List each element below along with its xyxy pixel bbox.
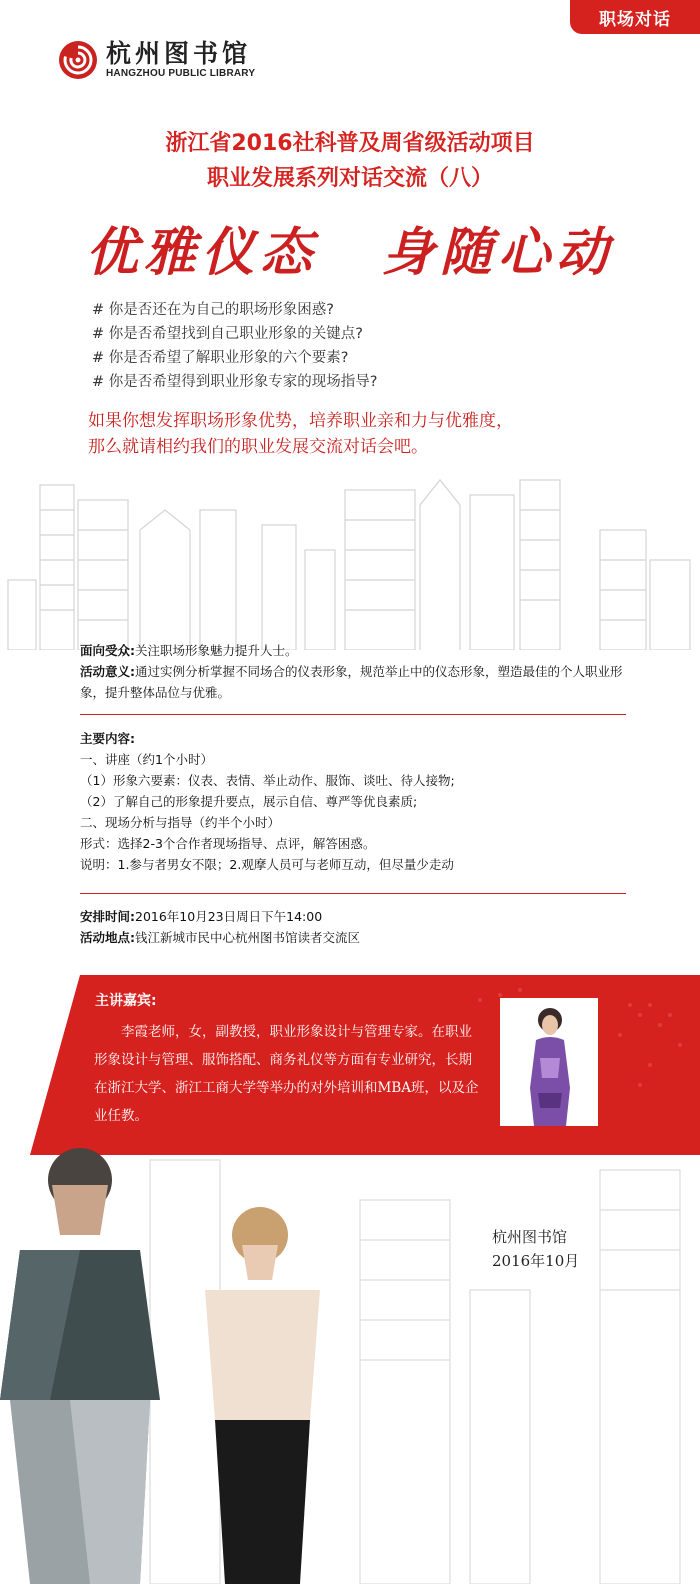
signature-org: 杭州图书馆 bbox=[492, 1228, 568, 1246]
signature bbox=[492, 1225, 579, 1273]
place-value: 钱江新城市民中心杭州图书馆读者交流区 bbox=[135, 930, 361, 945]
content-line: 说明：1.参与者男女不限；2.观摩人员可与老师互动，但尽量少走动 bbox=[80, 857, 454, 872]
slogan-part1: 优雅仪态 bbox=[85, 222, 318, 283]
content-title: 主要内容: bbox=[80, 731, 135, 746]
audience-section bbox=[80, 640, 635, 703]
question-list bbox=[92, 298, 377, 394]
signature-date: 2016年10月 bbox=[492, 1252, 580, 1270]
library-name-en: HANGZHOU PUBLIC LIBRARY bbox=[106, 68, 256, 79]
schedule-section bbox=[80, 906, 635, 948]
headline-line2: 职业发展系列对话交流（八） bbox=[206, 166, 493, 191]
time-value: 2016年10月23日周日下午14:00 bbox=[135, 909, 323, 924]
question-item: # 你是否希望了解职业形象的六个要素? bbox=[92, 350, 349, 366]
audience-label: 面向受众: bbox=[80, 643, 135, 658]
content-line: （1）形象六要素：仪表、表情、举止动作、服饰、谈吐、待人接物; bbox=[80, 773, 455, 788]
slogan bbox=[0, 210, 700, 285]
guest-bio: 李霞老师，女，副教授，职业形象设计与管理专家。在职业形象设计与管理、服饰搭配、商务礼仪等方面有专业研究，长期在浙江大学、浙江工商大学等举办的对外培训和MBA班，以及企业任教。 bbox=[94, 1024, 479, 1124]
content-line: 一、讲座（约1个小时） bbox=[80, 752, 213, 767]
guest-title: 主讲嘉宾: bbox=[95, 993, 157, 1009]
divider bbox=[80, 714, 626, 715]
headline-line1: 浙江省2016社科普及周省级活动项目 bbox=[165, 131, 535, 156]
significance-text: 通过实例分析掌握不同场合的仪表形象，规范举止中的仪态形象，塑造最佳的个人职业形象，提升整体品位与优雅。 bbox=[80, 664, 623, 700]
couple-lowpoly-illustration bbox=[0, 1140, 700, 1584]
content-section bbox=[80, 728, 635, 875]
slogan-part2: 身随心动 bbox=[382, 222, 615, 283]
library-name-cn: 杭州图书馆 bbox=[106, 39, 252, 68]
significance-label: 活动意义: bbox=[80, 664, 135, 679]
place-label: 活动地点: bbox=[80, 930, 135, 945]
content-line: 形式：选择2-3个合作者现场指导、点评，解答困惑。 bbox=[80, 836, 376, 851]
question-item: # 你是否希望找到自己职业形象的关键点? bbox=[92, 326, 363, 342]
invitation-line2: 那么就请相约我们的职业发展交流对话会吧。 bbox=[88, 437, 428, 457]
time-label: 安排时间: bbox=[80, 909, 135, 924]
content-line: 二、现场分析与指导（约半个小时） bbox=[80, 815, 281, 830]
audience-text: 关注职场形象魅力提升人士。 bbox=[135, 643, 298, 658]
divider bbox=[80, 893, 626, 894]
question-item: # 你是否希望得到职业形象专家的现场指导? bbox=[92, 374, 378, 390]
invitation-text bbox=[88, 408, 628, 460]
woman-figure bbox=[205, 1207, 320, 1584]
library-seal-icon bbox=[58, 40, 98, 80]
city-skyline-sketch bbox=[0, 470, 700, 650]
speaker-photo bbox=[500, 998, 598, 1126]
question-item: # 你是否还在为自己的职场形象困惑? bbox=[92, 302, 334, 318]
library-logo bbox=[58, 40, 255, 80]
man-figure bbox=[0, 1148, 160, 1584]
content-line: （2）了解自己的形象提升要点，展示自信、尊严等优良素质; bbox=[80, 794, 418, 809]
corner-tag: 职场对话 bbox=[570, 0, 700, 34]
invitation-line1: 如果你想发挥职场形象优势，培养职业亲和力与优雅度， bbox=[88, 411, 513, 431]
